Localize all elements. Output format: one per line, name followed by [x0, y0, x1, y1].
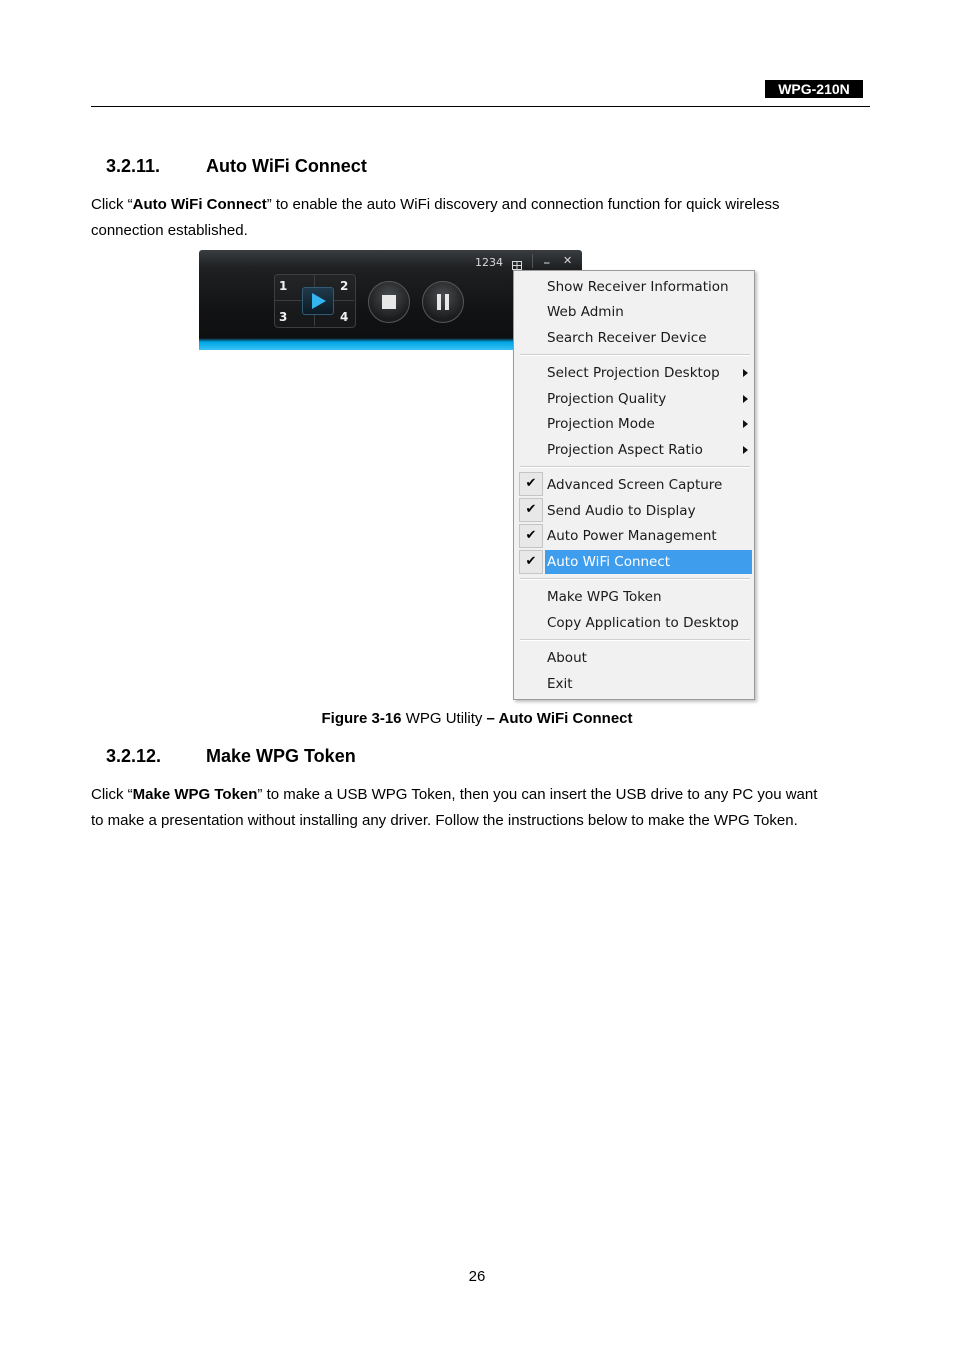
menu-item-exit[interactable]: Exit — [547, 676, 573, 692]
quadrant-1[interactable]: 1 — [279, 279, 288, 293]
toolbar-code: 1234 — [475, 256, 503, 269]
menu-separator — [520, 354, 750, 356]
section-paragraph-2 — [91, 782, 871, 834]
menu-item-auto-power-management[interactable]: Auto Power Management — [547, 528, 717, 544]
section-number-1: 3.2.11. — [106, 156, 161, 176]
menu-item-send-audio-to-display[interactable]: Send Audio to Display — [547, 503, 696, 519]
figure-caption: Figure 3-16 WPG Utility – Auto WiFi Connect — [321, 710, 633, 727]
stop-icon — [381, 294, 397, 310]
submenu-arrow-icon — [743, 446, 748, 454]
quadrant-3[interactable]: 3 — [279, 310, 288, 324]
check-icon: ✔ — [519, 550, 543, 574]
submenu-arrow-icon — [743, 369, 748, 377]
menu-item-show-receiver-information[interactable]: Show Receiver Information — [547, 279, 729, 295]
menu-item-copy-application-to-desktop[interactable]: Copy Application to Desktop — [547, 615, 739, 631]
menu-item-projection-aspect-ratio[interactable]: Projection Aspect Ratio — [547, 442, 703, 458]
menu-separator — [520, 639, 750, 641]
quadrant-4[interactable]: 4 — [340, 310, 349, 324]
section-paragraph-1 — [91, 192, 871, 244]
section-title-1: Auto WiFi Connect — [206, 156, 367, 176]
stop-button[interactable] — [368, 281, 410, 323]
menu-item-about[interactable]: About — [547, 650, 587, 666]
paragraph-line-2: connection established. — [91, 222, 248, 239]
menu-item-search-receiver-device[interactable]: Search Receiver Device — [547, 330, 707, 346]
menu-item-web-admin[interactable]: Web Admin — [547, 304, 624, 320]
paragraph-line-2: to make a presentation without installing any driver. Follow the instructions below to make the WPG Token. — [91, 812, 798, 829]
menu-item-projection-quality[interactable]: Projection Quality — [547, 391, 667, 407]
section-number-2: 3.2.12. — [106, 746, 162, 766]
check-icon: ✔ — [519, 524, 543, 548]
product-badge: WPG-210N — [765, 80, 863, 98]
page-number: 26 — [468, 1268, 486, 1285]
menu-item-advanced-screen-capture[interactable]: Advanced Screen Capture — [547, 477, 723, 493]
minimize-icon[interactable]: _ — [544, 251, 550, 264]
pause-icon — [434, 293, 452, 311]
toolbar-divider — [532, 254, 533, 268]
grid-icon[interactable] — [512, 257, 522, 266]
menu-separator — [520, 466, 750, 468]
menu-item-auto-wifi-connect[interactable]: Auto WiFi Connect — [547, 554, 671, 570]
menu-item-select-projection-desktop[interactable]: Select Projection Desktop — [547, 365, 720, 381]
paragraph-line-1: Click “Make WPG Token” to make a USB WPG Token, then you can insert the USB drive to any PC you want — [91, 786, 818, 803]
quadrant-2[interactable]: 2 — [340, 279, 349, 293]
header-rule — [91, 106, 870, 107]
menu-item-make-wpg-token[interactable]: Make WPG Token — [547, 589, 662, 605]
check-icon: ✔ — [519, 472, 543, 496]
play-icon — [311, 292, 327, 310]
menu-separator — [520, 578, 750, 580]
paragraph-line-1: Click “Auto WiFi Connect” to enable the auto WiFi discovery and connection function for quick wireless — [91, 196, 780, 213]
pause-button[interactable] — [422, 281, 464, 323]
submenu-arrow-icon — [743, 420, 748, 428]
play-button[interactable] — [302, 287, 334, 315]
close-icon[interactable]: ✕ — [563, 254, 573, 267]
menu-item-projection-mode[interactable]: Projection Mode — [547, 416, 655, 432]
check-icon: ✔ — [519, 498, 543, 522]
section-title-2: Make WPG Token — [206, 746, 356, 766]
context-menu — [513, 270, 755, 700]
submenu-arrow-icon — [743, 395, 748, 403]
